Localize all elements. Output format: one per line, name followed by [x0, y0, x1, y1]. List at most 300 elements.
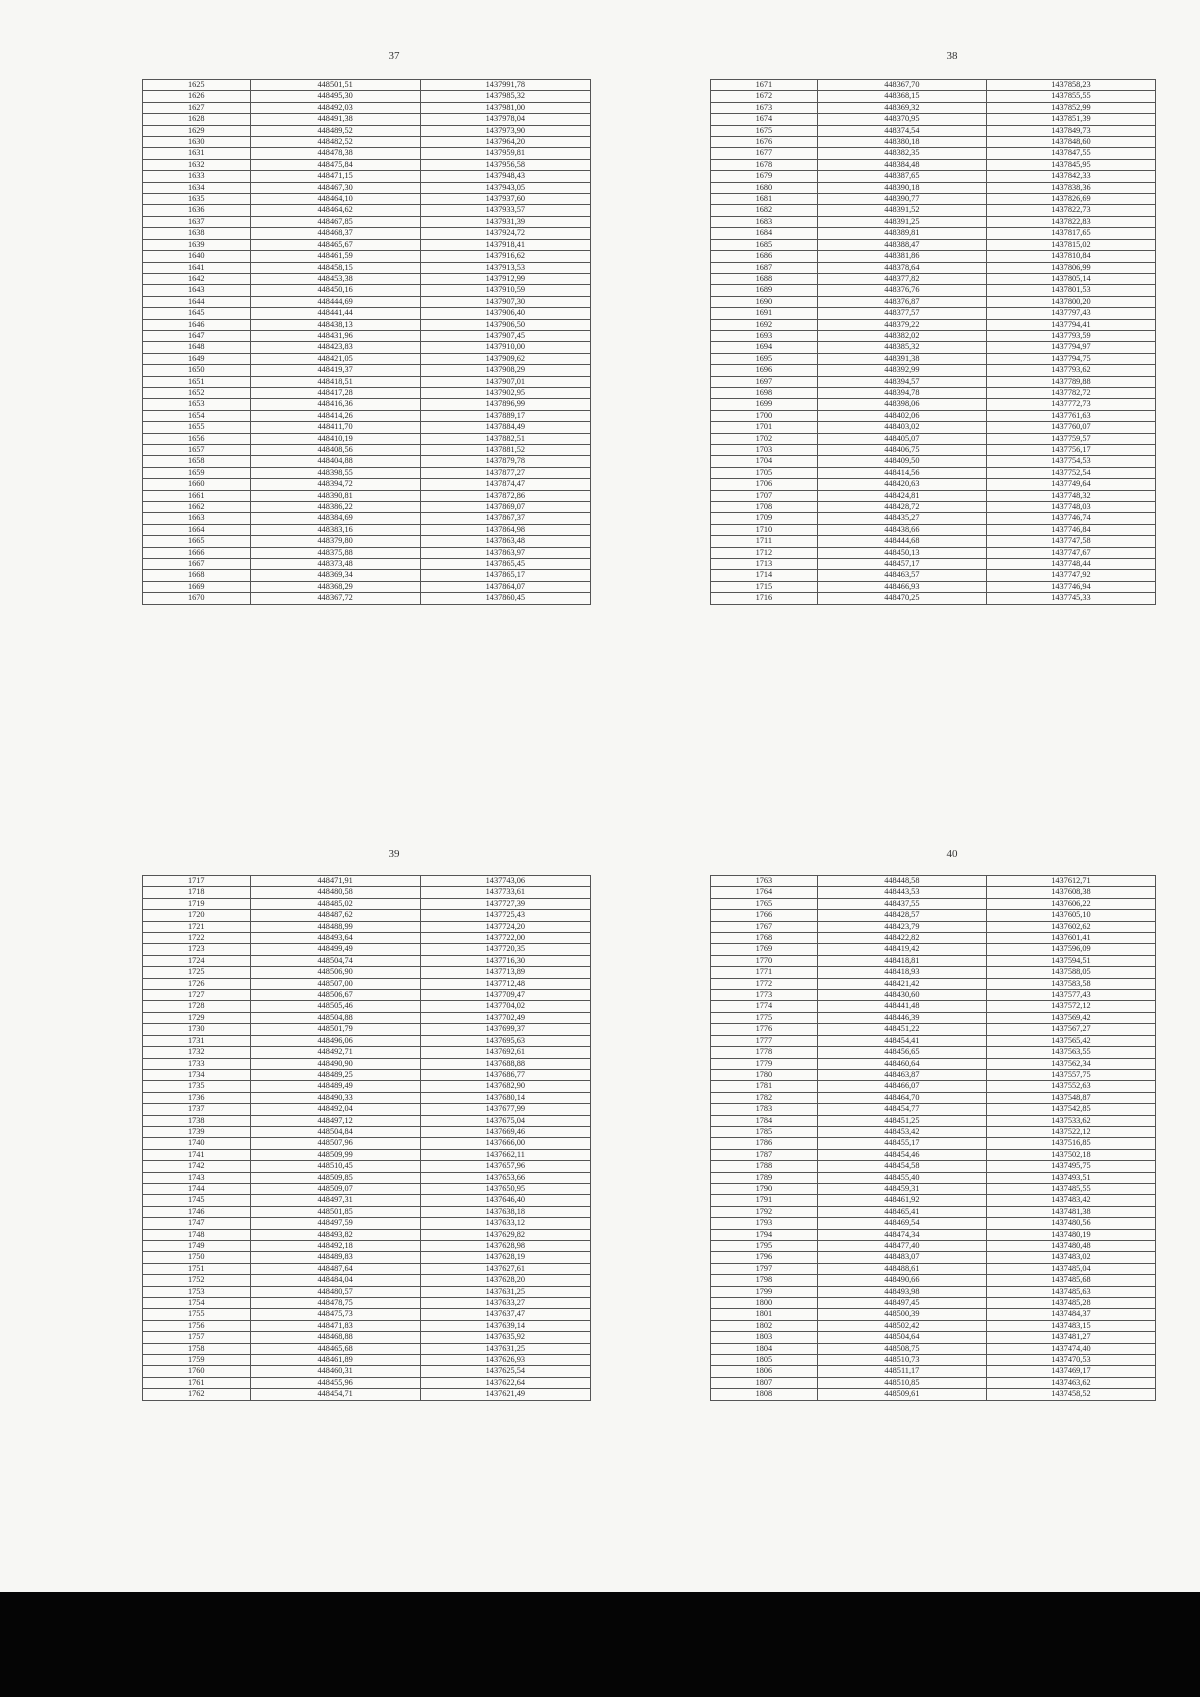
table-row	[711, 399, 1156, 410]
y-coordinate-cell: 1437480,56	[986, 1218, 1155, 1229]
x-coordinate-cell: 448441,44	[250, 308, 420, 319]
table-row	[143, 479, 591, 490]
point-number-cell: 1792	[711, 1206, 818, 1217]
point-number-cell: 1691	[711, 308, 818, 319]
x-coordinate-cell: 448492,18	[250, 1241, 420, 1252]
point-number-cell: 1657	[143, 445, 251, 456]
point-number-cell: 1741	[143, 1149, 251, 1160]
table-row	[711, 479, 1156, 490]
x-coordinate-cell: 448419,42	[817, 944, 986, 955]
y-coordinate-cell: 1437746,84	[986, 524, 1155, 535]
y-coordinate-cell: 1437577,43	[986, 990, 1155, 1001]
x-coordinate-cell: 448495,30	[250, 91, 420, 102]
x-coordinate-cell: 448505,46	[250, 1001, 420, 1012]
table-row	[711, 978, 1156, 989]
table-row	[143, 159, 591, 170]
table-row	[711, 502, 1156, 513]
table-row	[711, 593, 1156, 604]
point-number-cell: 1711	[711, 536, 818, 547]
x-coordinate-cell: 448376,87	[817, 296, 986, 307]
point-number-cell: 1780	[711, 1069, 818, 1080]
table-row	[711, 921, 1156, 932]
point-number-cell: 1625	[143, 80, 251, 91]
y-coordinate-cell: 1437483,15	[986, 1320, 1155, 1331]
table-row	[143, 570, 591, 581]
point-number-cell: 1656	[143, 433, 251, 444]
point-number-cell: 1681	[711, 194, 818, 205]
y-coordinate-cell: 1437931,39	[420, 216, 590, 227]
table-row	[711, 159, 1156, 170]
x-coordinate-cell: 448444,68	[817, 536, 986, 547]
table-row	[711, 80, 1156, 91]
table-row	[143, 524, 591, 535]
table-row	[143, 216, 591, 227]
x-coordinate-cell: 448406,75	[817, 445, 986, 456]
y-coordinate-cell: 1437858,23	[986, 80, 1155, 91]
table-row	[143, 547, 591, 558]
x-coordinate-cell: 448384,48	[817, 159, 986, 170]
table-row	[143, 137, 591, 148]
table-row	[711, 1172, 1156, 1183]
table-row	[143, 387, 591, 398]
table-row	[143, 91, 591, 102]
y-coordinate-cell: 1437847,55	[986, 148, 1155, 159]
table-row	[711, 228, 1156, 239]
x-coordinate-cell: 448488,61	[817, 1263, 986, 1274]
y-coordinate-cell: 1437572,12	[986, 1001, 1155, 1012]
point-number-cell: 1680	[711, 182, 818, 193]
x-coordinate-cell: 448464,70	[817, 1092, 986, 1103]
x-coordinate-cell: 448490,33	[250, 1092, 420, 1103]
x-coordinate-cell: 448367,72	[250, 593, 420, 604]
point-number-cell: 1703	[711, 445, 818, 456]
x-coordinate-cell: 448404,88	[250, 456, 420, 467]
point-number-cell: 1647	[143, 330, 251, 341]
x-coordinate-cell: 448511,17	[817, 1366, 986, 1377]
y-coordinate-cell: 1437725,43	[420, 910, 590, 921]
x-coordinate-cell: 448382,02	[817, 330, 986, 341]
table-row	[143, 376, 591, 387]
x-coordinate-cell: 448422,82	[817, 933, 986, 944]
x-coordinate-cell: 448501,79	[250, 1024, 420, 1035]
point-number-cell: 1787	[711, 1149, 818, 1160]
y-coordinate-cell: 1437469,17	[986, 1366, 1155, 1377]
table-row	[143, 308, 591, 319]
point-number-cell: 1732	[143, 1047, 251, 1058]
x-coordinate-cell: 448502,42	[817, 1320, 986, 1331]
x-coordinate-cell: 448499,49	[250, 944, 420, 955]
table-row	[143, 1115, 591, 1126]
point-number-cell: 1799	[711, 1286, 818, 1297]
x-coordinate-cell: 448487,64	[250, 1263, 420, 1274]
point-number-cell: 1786	[711, 1138, 818, 1149]
x-coordinate-cell: 448448,58	[817, 876, 986, 887]
table-row	[143, 1252, 591, 1263]
table-row	[711, 1126, 1156, 1137]
point-number-cell: 1686	[711, 251, 818, 262]
point-number-cell: 1636	[143, 205, 251, 216]
y-coordinate-cell: 1437704,02	[420, 1001, 590, 1012]
table-row	[143, 1298, 591, 1309]
point-number-cell: 1765	[711, 898, 818, 909]
point-number-cell: 1771	[711, 967, 818, 978]
x-coordinate-cell: 448500,39	[817, 1309, 986, 1320]
x-coordinate-cell: 448480,57	[250, 1286, 420, 1297]
table-row	[143, 319, 591, 330]
y-coordinate-cell: 1437872,86	[420, 490, 590, 501]
point-number-cell: 1700	[711, 410, 818, 421]
table-row	[143, 182, 591, 193]
table-row	[143, 1241, 591, 1252]
table-row	[143, 921, 591, 932]
y-coordinate-cell: 1437845,95	[986, 159, 1155, 170]
x-coordinate-cell: 448420,63	[817, 479, 986, 490]
y-coordinate-cell: 1437470,53	[986, 1355, 1155, 1366]
point-number-cell: 1668	[143, 570, 251, 581]
table-row	[143, 502, 591, 513]
y-coordinate-cell: 1437458,52	[986, 1389, 1155, 1400]
table-row	[711, 910, 1156, 921]
y-coordinate-cell: 1437722,00	[420, 933, 590, 944]
table-row	[711, 1104, 1156, 1115]
y-coordinate-cell: 1437686,77	[420, 1069, 590, 1080]
point-number-cell: 1637	[143, 216, 251, 227]
y-coordinate-cell: 1437480,48	[986, 1241, 1155, 1252]
x-coordinate-cell: 448398,55	[250, 467, 420, 478]
y-coordinate-cell: 1437805,14	[986, 273, 1155, 284]
y-coordinate-cell: 1437913,53	[420, 262, 590, 273]
y-coordinate-cell: 1437629,82	[420, 1229, 590, 1240]
point-number-cell: 1783	[711, 1104, 818, 1115]
x-coordinate-cell: 448510,45	[250, 1161, 420, 1172]
point-number-cell: 1651	[143, 376, 251, 387]
x-coordinate-cell: 448483,07	[817, 1252, 986, 1263]
table-row	[143, 536, 591, 547]
coordinate-table	[142, 79, 591, 605]
table-row	[143, 262, 591, 273]
x-coordinate-cell: 448455,40	[817, 1172, 986, 1183]
point-number-cell: 1713	[711, 559, 818, 570]
point-number-cell: 1742	[143, 1161, 251, 1172]
y-coordinate-cell: 1437789,88	[986, 376, 1155, 387]
point-number-cell: 1709	[711, 513, 818, 524]
y-coordinate-cell: 1437800,20	[986, 296, 1155, 307]
x-coordinate-cell: 448454,58	[817, 1161, 986, 1172]
table-row	[711, 262, 1156, 273]
point-number-cell: 1629	[143, 125, 251, 136]
y-coordinate-cell: 1437884,49	[420, 422, 590, 433]
point-number-cell: 1627	[143, 102, 251, 113]
y-coordinate-cell: 1437817,65	[986, 228, 1155, 239]
point-number-cell: 1778	[711, 1047, 818, 1058]
x-coordinate-cell: 448443,53	[817, 887, 986, 898]
x-coordinate-cell: 448430,60	[817, 990, 986, 1001]
table-row	[711, 1332, 1156, 1343]
point-number-cell: 1758	[143, 1343, 251, 1354]
table-row	[143, 1389, 591, 1400]
y-coordinate-cell: 1437918,41	[420, 239, 590, 250]
table-row	[143, 365, 591, 376]
table-row	[711, 887, 1156, 898]
table-row	[143, 944, 591, 955]
table-row	[711, 1058, 1156, 1069]
table-row	[143, 910, 591, 921]
table-row	[711, 547, 1156, 558]
x-coordinate-cell: 448461,59	[250, 251, 420, 262]
point-number-cell: 1649	[143, 353, 251, 364]
y-coordinate-cell: 1437815,02	[986, 239, 1155, 250]
page-number: 38	[946, 50, 958, 62]
table-row	[711, 581, 1156, 592]
table-row	[143, 102, 591, 113]
x-coordinate-cell: 448465,68	[250, 1343, 420, 1354]
point-number-cell: 1724	[143, 955, 251, 966]
table-row	[711, 933, 1156, 944]
table-row	[143, 330, 591, 341]
coordinate-table	[710, 79, 1156, 605]
table-row	[143, 205, 591, 216]
y-coordinate-cell: 1437622,64	[420, 1377, 590, 1388]
table-row	[711, 513, 1156, 524]
x-coordinate-cell: 448489,52	[250, 125, 420, 136]
point-number-cell: 1803	[711, 1332, 818, 1343]
point-number-cell: 1690	[711, 296, 818, 307]
table-row	[711, 1241, 1156, 1252]
x-coordinate-cell: 448507,96	[250, 1138, 420, 1149]
y-coordinate-cell: 1437863,48	[420, 536, 590, 547]
table-row	[711, 1286, 1156, 1297]
y-coordinate-cell: 1437702,49	[420, 1012, 590, 1023]
y-coordinate-cell: 1437759,57	[986, 433, 1155, 444]
y-coordinate-cell: 1437666,00	[420, 1138, 590, 1149]
x-coordinate-cell: 448507,00	[250, 978, 420, 989]
table-row	[711, 376, 1156, 387]
y-coordinate-cell: 1437695,63	[420, 1035, 590, 1046]
x-coordinate-cell: 448387,65	[817, 171, 986, 182]
x-coordinate-cell: 448510,85	[817, 1377, 986, 1388]
x-coordinate-cell: 448470,25	[817, 593, 986, 604]
x-coordinate-cell: 448428,57	[817, 910, 986, 921]
point-number-cell: 1626	[143, 91, 251, 102]
x-coordinate-cell: 448510,73	[817, 1355, 986, 1366]
point-number-cell: 1743	[143, 1172, 251, 1183]
x-coordinate-cell: 448421,42	[817, 978, 986, 989]
point-number-cell: 1630	[143, 137, 251, 148]
table-row	[143, 410, 591, 421]
table-row	[143, 1024, 591, 1035]
x-coordinate-cell: 448394,78	[817, 387, 986, 398]
y-coordinate-cell: 1437682,90	[420, 1081, 590, 1092]
point-number-cell: 1706	[711, 479, 818, 490]
point-number-cell: 1655	[143, 422, 251, 433]
x-coordinate-cell: 448469,54	[817, 1218, 986, 1229]
x-coordinate-cell: 448477,40	[817, 1241, 986, 1252]
table-row	[143, 1195, 591, 1206]
point-number-cell: 1728	[143, 1001, 251, 1012]
point-number-cell: 1740	[143, 1138, 251, 1149]
table-row	[143, 148, 591, 159]
x-coordinate-cell: 448490,66	[817, 1275, 986, 1286]
y-coordinate-cell: 1437754,53	[986, 456, 1155, 467]
y-coordinate-cell: 1437981,00	[420, 102, 590, 113]
table-row	[711, 467, 1156, 478]
point-number-cell: 1708	[711, 502, 818, 513]
point-number-cell: 1715	[711, 581, 818, 592]
x-coordinate-cell: 448403,02	[817, 422, 986, 433]
x-coordinate-cell: 448463,87	[817, 1069, 986, 1080]
y-coordinate-cell: 1437688,88	[420, 1058, 590, 1069]
y-coordinate-cell: 1437910,59	[420, 285, 590, 296]
x-coordinate-cell: 448453,38	[250, 273, 420, 284]
table-row	[143, 955, 591, 966]
point-number-cell: 1752	[143, 1275, 251, 1286]
y-coordinate-cell: 1437746,94	[986, 581, 1155, 592]
x-coordinate-cell: 448475,84	[250, 159, 420, 170]
point-number-cell: 1652	[143, 387, 251, 398]
table-row	[711, 898, 1156, 909]
x-coordinate-cell: 448458,15	[250, 262, 420, 273]
point-number-cell: 1753	[143, 1286, 251, 1297]
point-number-cell: 1679	[711, 171, 818, 182]
x-coordinate-cell: 448421,05	[250, 353, 420, 364]
point-number-cell: 1736	[143, 1092, 251, 1103]
table-row	[711, 990, 1156, 1001]
y-coordinate-cell: 1437637,47	[420, 1309, 590, 1320]
point-number-cell: 1688	[711, 273, 818, 284]
point-number-cell: 1759	[143, 1355, 251, 1366]
x-coordinate-cell: 448383,16	[250, 524, 420, 535]
point-number-cell: 1717	[143, 876, 251, 887]
y-coordinate-cell: 1437542,85	[986, 1104, 1155, 1115]
y-coordinate-cell: 1437752,54	[986, 467, 1155, 478]
point-number-cell: 1645	[143, 308, 251, 319]
x-coordinate-cell: 448493,98	[817, 1286, 986, 1297]
x-coordinate-cell: 448457,17	[817, 559, 986, 570]
point-number-cell: 1789	[711, 1172, 818, 1183]
y-coordinate-cell: 1437907,45	[420, 330, 590, 341]
x-coordinate-cell: 448475,73	[250, 1309, 420, 1320]
point-number-cell: 1729	[143, 1012, 251, 1023]
table-row	[711, 1229, 1156, 1240]
point-number-cell: 1756	[143, 1320, 251, 1331]
x-coordinate-cell: 448454,77	[817, 1104, 986, 1115]
point-number-cell: 1642	[143, 273, 251, 284]
x-coordinate-cell: 448480,58	[250, 887, 420, 898]
y-coordinate-cell: 1437657,96	[420, 1161, 590, 1172]
point-number-cell: 1683	[711, 216, 818, 227]
x-coordinate-cell: 448450,13	[817, 547, 986, 558]
y-coordinate-cell: 1437606,22	[986, 898, 1155, 909]
point-number-cell: 1796	[711, 1252, 818, 1263]
table-row	[711, 1001, 1156, 1012]
point-number-cell: 1747	[143, 1218, 251, 1229]
x-coordinate-cell: 448471,15	[250, 171, 420, 182]
x-coordinate-cell: 448501,85	[250, 1206, 420, 1217]
x-coordinate-cell: 448391,25	[817, 216, 986, 227]
point-number-cell: 1737	[143, 1104, 251, 1115]
table-row	[143, 1047, 591, 1058]
y-coordinate-cell: 1437906,40	[420, 308, 590, 319]
y-coordinate-cell: 1437943,05	[420, 182, 590, 193]
y-coordinate-cell: 1437493,51	[986, 1172, 1155, 1183]
x-coordinate-cell: 448368,29	[250, 581, 420, 592]
point-number-cell: 1650	[143, 365, 251, 376]
x-coordinate-cell: 448386,22	[250, 502, 420, 513]
table-row	[143, 1081, 591, 1092]
y-coordinate-cell: 1437569,42	[986, 1012, 1155, 1023]
table-row	[711, 353, 1156, 364]
y-coordinate-cell: 1437716,30	[420, 955, 590, 966]
point-number-cell: 1639	[143, 239, 251, 250]
point-number-cell: 1735	[143, 1081, 251, 1092]
table-row	[143, 1001, 591, 1012]
x-coordinate-cell: 448418,81	[817, 955, 986, 966]
y-coordinate-cell: 1437743,06	[420, 876, 590, 887]
x-coordinate-cell: 448467,30	[250, 182, 420, 193]
x-coordinate-cell: 448438,66	[817, 524, 986, 535]
x-coordinate-cell: 448490,90	[250, 1058, 420, 1069]
table-row	[143, 1012, 591, 1023]
y-coordinate-cell: 1437748,32	[986, 490, 1155, 501]
x-coordinate-cell: 448456,65	[817, 1047, 986, 1058]
y-coordinate-cell: 1437626,93	[420, 1355, 590, 1366]
y-coordinate-cell: 1437991,78	[420, 80, 590, 91]
y-coordinate-cell: 1437633,27	[420, 1298, 590, 1309]
point-number-cell: 1641	[143, 262, 251, 273]
point-number-cell: 1722	[143, 933, 251, 944]
point-number-cell: 1707	[711, 490, 818, 501]
y-coordinate-cell: 1437709,47	[420, 990, 590, 1001]
point-number-cell: 1730	[143, 1024, 251, 1035]
point-number-cell: 1721	[143, 921, 251, 932]
point-number-cell: 1712	[711, 547, 818, 558]
point-number-cell: 1763	[711, 876, 818, 887]
point-number-cell: 1801	[711, 1309, 818, 1320]
point-number-cell: 1663	[143, 513, 251, 524]
y-coordinate-cell: 1437720,35	[420, 944, 590, 955]
table-row	[711, 410, 1156, 421]
x-coordinate-cell: 448394,57	[817, 376, 986, 387]
table-row	[143, 456, 591, 467]
y-coordinate-cell: 1437638,18	[420, 1206, 590, 1217]
x-coordinate-cell: 448392,99	[817, 365, 986, 376]
y-coordinate-cell: 1437851,39	[986, 114, 1155, 125]
y-coordinate-cell: 1437855,55	[986, 91, 1155, 102]
point-number-cell: 1781	[711, 1081, 818, 1092]
point-number-cell: 1790	[711, 1183, 818, 1194]
y-coordinate-cell: 1437605,10	[986, 910, 1155, 921]
y-coordinate-cell: 1437662,11	[420, 1149, 590, 1160]
x-coordinate-cell: 448390,81	[250, 490, 420, 501]
point-number-cell: 1794	[711, 1229, 818, 1240]
table-row	[711, 1206, 1156, 1217]
y-coordinate-cell: 1437916,62	[420, 251, 590, 262]
x-coordinate-cell: 448388,47	[817, 239, 986, 250]
y-coordinate-cell: 1437933,57	[420, 205, 590, 216]
x-coordinate-cell: 448377,82	[817, 273, 986, 284]
x-coordinate-cell: 448378,64	[817, 262, 986, 273]
x-coordinate-cell: 448487,62	[250, 910, 420, 921]
y-coordinate-cell: 1437712,48	[420, 978, 590, 989]
table-row	[711, 1298, 1156, 1309]
x-coordinate-cell: 448474,34	[817, 1229, 986, 1240]
table-row	[711, 387, 1156, 398]
point-number-cell: 1744	[143, 1183, 251, 1194]
table-row	[143, 1092, 591, 1103]
x-coordinate-cell: 448379,80	[250, 536, 420, 547]
x-coordinate-cell: 448460,64	[817, 1058, 986, 1069]
point-number-cell: 1693	[711, 330, 818, 341]
